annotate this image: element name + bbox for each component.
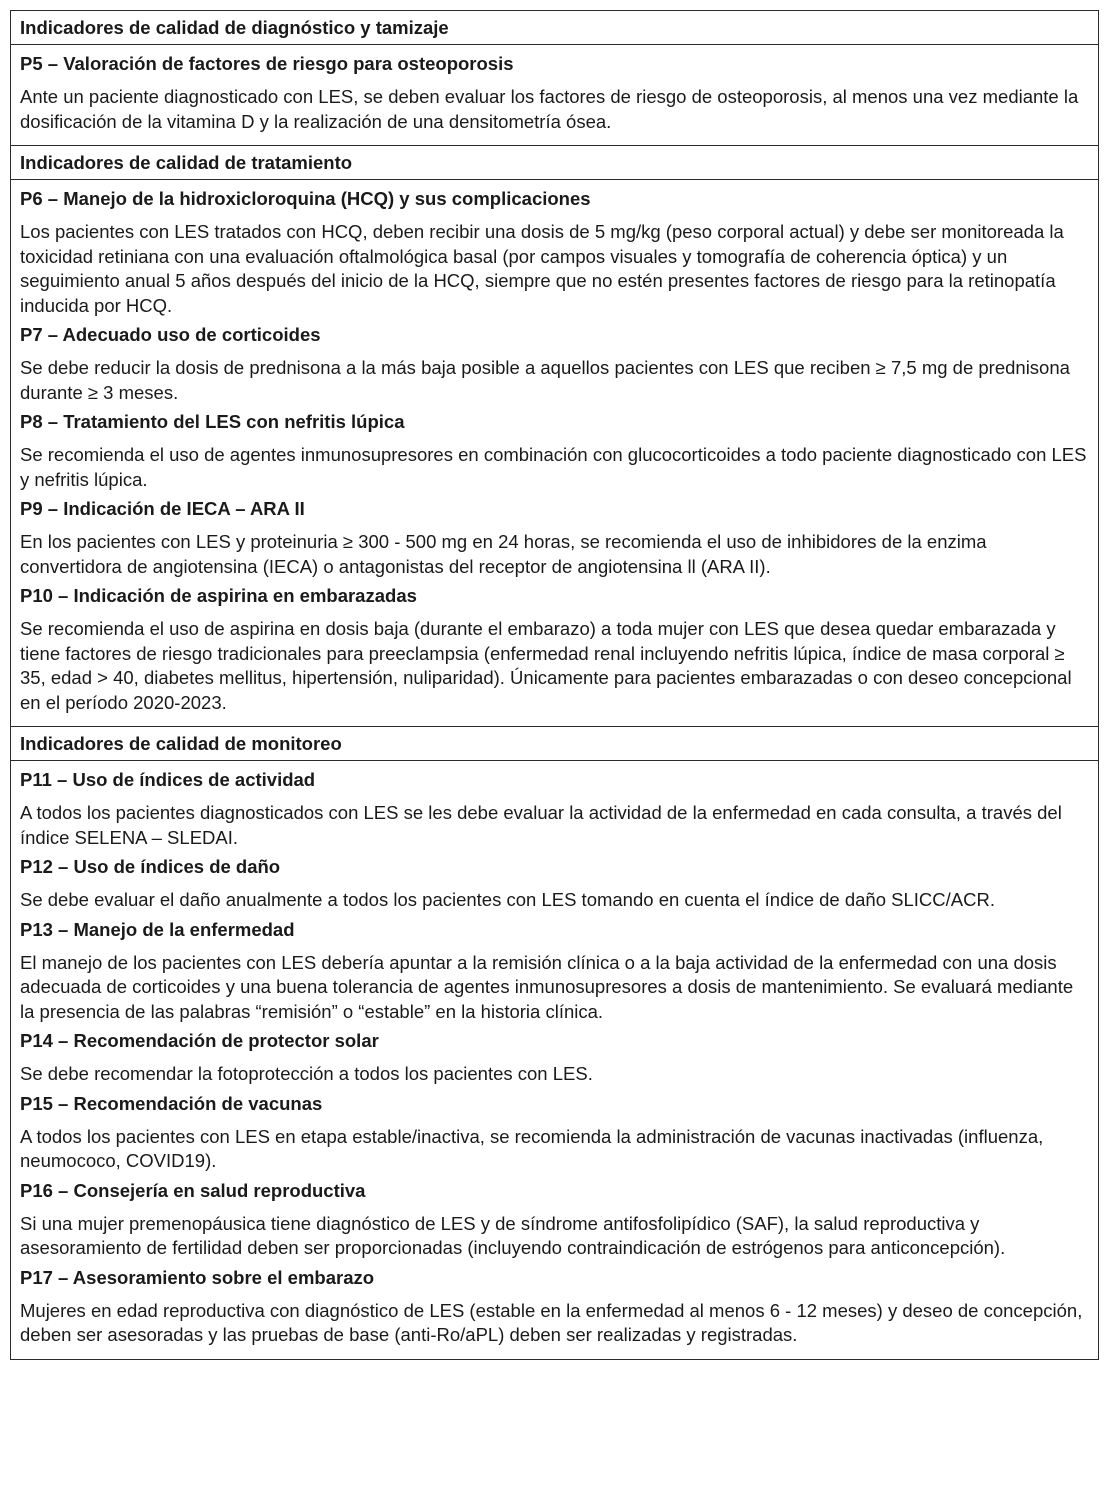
indicator-p13	[20, 918, 1089, 1025]
indicator-p6	[20, 187, 1089, 318]
indicator-p9	[20, 497, 1089, 579]
section-header-diagnosis: Indicadores de calidad de diagnóstico y tamizaje	[11, 11, 1098, 45]
indicator-description: A todos los pacientes diagnosticados con LES se les debe evaluar la actividad de la enfermedad en cada consulta, a través del índice SELENA – SLEDAI.	[20, 802, 1062, 848]
indicator-title: P17 – Asesoramiento sobre el embarazo	[20, 1266, 375, 1288]
indicator-title: P15 – Recomendación de vacunas	[20, 1092, 323, 1114]
indicator-description: El manejo de los pacientes con LES debería apuntar a la remisión clínica o a la baja actividad de la enfermedad con una dosis adecuada de corticoides y una buena tolerancia de agentes inmunosupresores a dosis de mantenimiento. Se evaluará mediante la presencia de las palabras “remisión” o “estable” en la historia clínica.	[20, 951, 1074, 1022]
indicator-p7	[20, 323, 1089, 405]
indicator-p12	[20, 855, 1089, 913]
indicator-title: P14 – Recomendación de protector solar	[20, 1030, 379, 1051]
indicator-p10	[20, 584, 1089, 715]
indicator-title: P7 – Adecuado uso de corticoides	[20, 324, 321, 345]
indicator-description: Se debe reducir la dosis de prednisona a la más baja posible a aquellos pacientes con LES que reciben ≥ 7,5 mg de prednisona durante ≥ 3 meses.	[20, 357, 1070, 403]
indicator-title: P16 – Consejería en salud reproductiva	[20, 1179, 366, 1201]
indicator-title: P13 – Manejo de la enfermedad	[20, 918, 295, 940]
indicator-p15	[20, 1092, 1089, 1174]
section-header-treatment: Indicadores de calidad de tratamiento	[11, 146, 1098, 180]
indicator-title: P12 – Uso de índices de daño	[20, 856, 281, 877]
indicator-p11	[20, 768, 1089, 850]
indicator-description: Si una mujer premenopáusica tiene diagnóstico de LES y de síndrome antifosfolipídico (SAF), la salud reproductiva y asesoramiento de fertilidad deben ser proporcionadas (incluyendo contraindicación de estrógenos para anticoncepción).	[20, 1212, 1006, 1258]
indicator-p17	[20, 1266, 1089, 1348]
indicator-p16	[20, 1179, 1089, 1261]
section-header-monitoring: Indicadores de calidad de monitoreo	[11, 727, 1098, 761]
section-body-monitoring	[11, 761, 1098, 1359]
indicator-description: Ante un paciente diagnosticado con LES, se deben evaluar los factores de riesgo de osteoporosis, al menos una vez mediante la dosificación de la vitamina D y la realización de una densitometría ósea.	[20, 86, 1079, 132]
indicator-title: P9 – Indicación de IECA – ARA II	[20, 498, 305, 519]
indicator-p8	[20, 410, 1089, 492]
indicator-title: P11 – Uso de índices de actividad	[20, 769, 316, 790]
indicator-description: Mujeres en edad reproductiva con diagnóstico de LES (estable en la enfermedad al menos 6 - 12 meses) y deseo de concepción, deben ser asesoradas y las pruebas de base (anti-Ro/aPL) deben ser realizadas y registradas.	[20, 1299, 1083, 1345]
indicator-p14	[20, 1029, 1089, 1087]
indicator-description: Se recomienda el uso de aspirina en dosis baja (durante el embarazo) a toda mujer con LES que desea quedar embarazada y tiene factores de riesgo tradicionales para preeclampsia (enfermedad renal incluyendo nefritis lúpica, índice de masa corporal ≥ 35, edad > 40, diabetes mellitus, hipertensión, nuliparidad). Únicamente para pacientes embarazadas o con deseo concepcional en el período 2020-2023.	[20, 618, 1072, 713]
indicator-title: P8 – Tratamiento del LES con nefritis lúpica	[20, 411, 405, 432]
indicator-description: En los pacientes con LES y proteinuria ≥ 300 - 500 mg en 24 horas, se recomienda el uso de inhibidores de la enzima convertidora de angiotensina (IECA) o antagonistas del receptor de angiotensina ll (ARA II).	[20, 531, 987, 577]
indicator-description: Se debe recomendar la fotoprotección a todos los pacientes con LES.	[20, 1063, 593, 1084]
indicator-description: Se recomienda el uso de agentes inmunosupresores en combinación con glucocorticoides a todo paciente diagnosticado con LES y nefritis lúpica.	[20, 444, 1087, 490]
section-body-diagnosis	[11, 45, 1098, 146]
indicator-title: P6 – Manejo de la hidroxicloroquina (HCQ) y sus complicaciones	[20, 188, 591, 209]
indicator-p5	[20, 52, 1089, 134]
indicator-description: A todos los pacientes con LES en etapa estable/inactiva, se recomienda la administración de vacunas inactivadas (influenza, neumococo, COVID19).	[20, 1125, 1044, 1171]
indicator-title: P5 – Valoración de factores de riesgo para osteoporosis	[20, 53, 514, 74]
indicator-description: Se debe evaluar el daño anualmente a todos los pacientes con LES tomando en cuenta el índice de daño SLICC/ACR.	[20, 889, 995, 910]
indicator-title: P10 – Indicación de aspirina en embarazadas	[20, 585, 417, 606]
indicator-description: Los pacientes con LES tratados con HCQ, deben recibir una dosis de 5 mg/kg (peso corporal actual) y debe ser monitoreada la toxicidad retiniana con una evaluación oftalmológica basal (por campos visuales y tomografía de coherencia óptica) y un seguimiento anual 5 años después del inicio de la HCQ, siempre que no estén presentes factores de riesgo para la retinopatía inducida por HCQ.	[20, 221, 1064, 316]
section-body-treatment	[11, 180, 1098, 727]
quality-indicators-table	[10, 10, 1099, 1360]
